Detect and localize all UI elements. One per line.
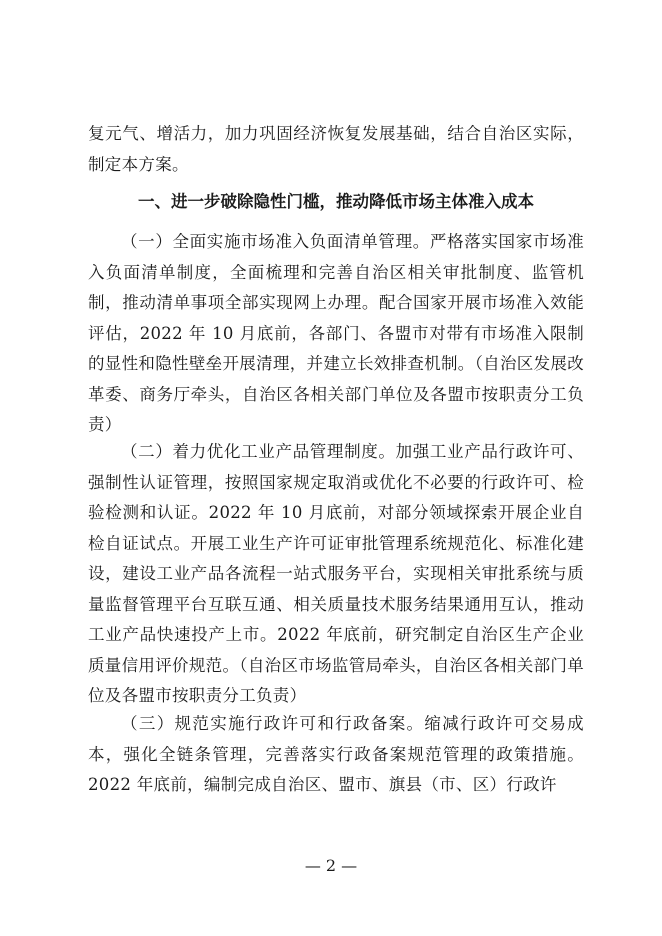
page-number: — 2 — [304,856,358,875]
paragraph-item-1: （一）全面实施市场准入负面清单管理。严格落实国家市场准入负面清单制度，全面梳理和完善自治区相关审批制度、监管机制，推动清单事项全部实现网上办理。配合国家开展市场准入效能评估，2022 年 10 月底前，各部门、各盟市对带有市场准入限制的显性和隐性壁垒开展清理，并建立长效排查机制。（自治区发展改革委、商务厅牵头，自治区各相关部门单位及各盟市按职责分工负责） [88,232,584,434]
paragraph-item-3: （三）规范实施行政许可和行政备案。缩减行政许可交易成本，强化全链条管理，完善落实行政备案规范管理的政策措施。2022 年底前，编制完成自治区、盟市、旗县（市、区）行政许 [88,714,584,794]
paragraph-item-2: （二）着力优化工业产品管理制度。加强工业产品行政许可、强制性认证管理，按照国家规定取消或优化不必要的行政许可、检验检测和认证。2022 年 10 月底前，对部分领域探索开展企业自检自证试点。开展工业生产许可证审批管理系统规范化、标准化建设，建设工业产品各流程一站式服务平台，实现相关审批系统与质量监督管理平台互联互通、相关质量技术服务结果通用互认，推动工业产品快速投产上市。2022 年底前，研究制定自治区生产企业质量信用评价规范。（自治区市场监管局牵头，自治区各相关部门单位及各盟市按职责分工负责） [88,442,584,705]
section-heading: 一、进一步破除隐性门槛，推动降低市场主体准入成本 [138,192,534,211]
intro-paragraph: 复元气、增活力，加力巩固经济恢复发展基础，结合自治区实际，制定本方案。 [88,124,584,174]
